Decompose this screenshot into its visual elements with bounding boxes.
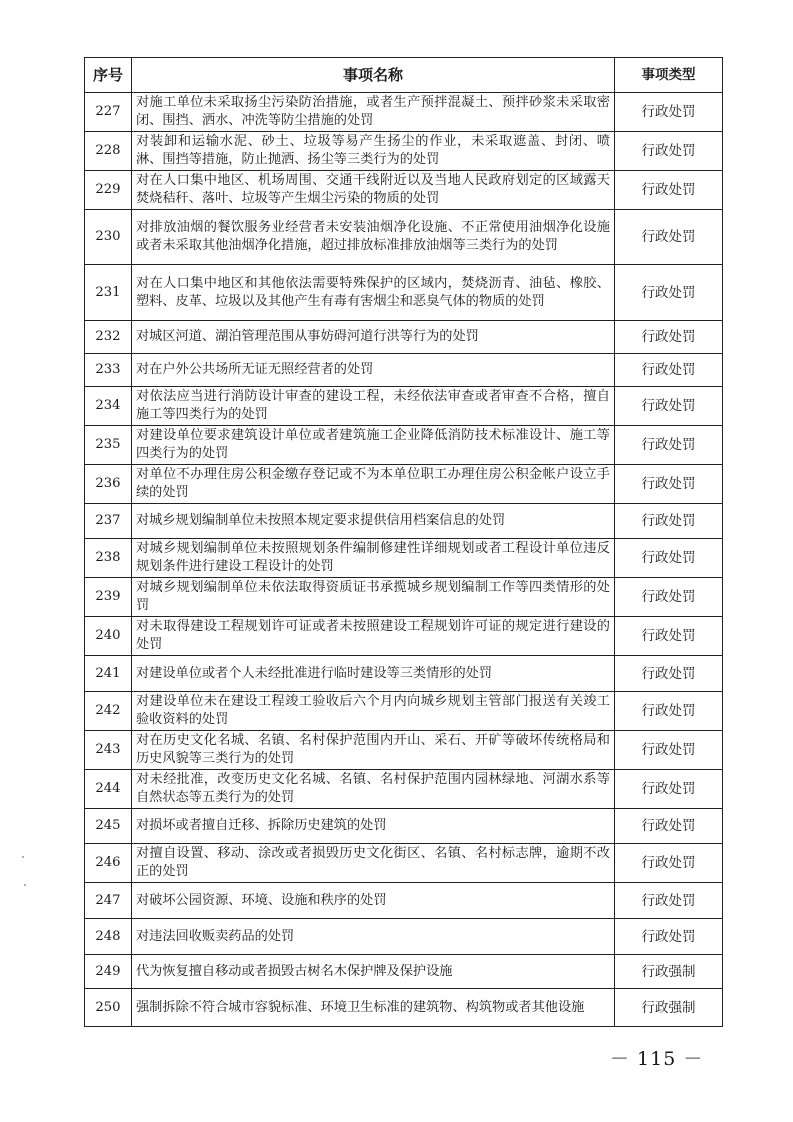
table-row	[85, 265, 723, 321]
row-number: 247	[85, 883, 132, 919]
row-item-type: 行政处罚	[615, 93, 723, 132]
table-row	[85, 504, 723, 539]
table-row	[85, 919, 723, 955]
row-number: 250	[85, 989, 132, 1027]
row-item-type: 行政处罚	[615, 132, 723, 171]
row-number: 245	[85, 809, 132, 844]
row-number: 230	[85, 210, 132, 265]
row-item-type: 行政处罚	[615, 387, 723, 426]
table-row	[85, 989, 723, 1027]
table-row	[85, 465, 723, 504]
table-row	[85, 387, 723, 426]
table-row	[85, 731, 723, 770]
table-row	[85, 955, 723, 989]
table-row	[85, 426, 723, 465]
table-row	[85, 132, 723, 171]
table-row	[85, 883, 723, 919]
table-row	[85, 321, 723, 354]
header-type: 事项类型	[615, 58, 723, 93]
row-item-name: 强制拆除不符合城市容貌标准、环境卫生标准的建筑物、构筑物或者其他设施	[132, 989, 615, 1027]
row-item-type: 行政处罚	[615, 265, 723, 321]
row-number: 232	[85, 321, 132, 354]
table-row	[85, 692, 723, 731]
header-no: 序号	[85, 58, 132, 93]
table-row	[85, 171, 723, 210]
row-number: 240	[85, 617, 132, 656]
row-item-name: 对在人口集中地区、机场周围、交通干线附近以及当地人民政府划定的区域露天焚烧秸秆、落叶、垃圾等产生烟尘污染的物质的处罚	[132, 171, 615, 210]
row-item-name: 对城乡规划编制单位未依法取得资质证书承揽城乡规划编制工作等四类情形的处罚	[132, 578, 615, 617]
table-body	[85, 93, 723, 1027]
row-item-name: 对破坏公园资源、环境、设施和秩序的处罚	[132, 883, 615, 919]
row-item-name: 对城乡规划编制单位未按照规划条件编制修建性详细规划或者工程设计单位违反规划条件进行建设工程设计的处罚	[132, 539, 615, 578]
row-number: 231	[85, 265, 132, 321]
row-item-type: 行政强制	[615, 989, 723, 1027]
row-item-name: 对单位不办理住房公积金缴存登记或不为本单位职工办理住房公积金帐户设立手续的处罚	[132, 465, 615, 504]
row-item-type: 行政处罚	[615, 321, 723, 354]
row-item-type: 行政处罚	[615, 844, 723, 883]
row-item-type: 行政处罚	[615, 692, 723, 731]
row-item-type: 行政处罚	[615, 426, 723, 465]
row-number: 238	[85, 539, 132, 578]
header-name: 事项名称	[132, 58, 615, 93]
row-item-name: 对建设单位要求建筑设计单位或者建筑施工企业降低消防技术标准设计、施工等四类行为的处罚	[132, 426, 615, 465]
row-number: 241	[85, 656, 132, 692]
row-number: 234	[85, 387, 132, 426]
row-number: 228	[85, 132, 132, 171]
row-item-name: 对违法回收贩卖药品的处罚	[132, 919, 615, 955]
row-item-type: 行政处罚	[615, 731, 723, 770]
table-row	[85, 809, 723, 844]
row-item-type: 行政处罚	[615, 539, 723, 578]
row-item-type: 行政处罚	[615, 883, 723, 919]
row-number: 236	[85, 465, 132, 504]
row-number: 242	[85, 692, 132, 731]
row-number: 249	[85, 955, 132, 989]
table-row	[85, 656, 723, 692]
row-number: 246	[85, 844, 132, 883]
table-row	[85, 578, 723, 617]
row-number: 243	[85, 731, 132, 770]
row-item-type: 行政处罚	[615, 171, 723, 210]
row-item-type: 行政处罚	[615, 578, 723, 617]
row-number: 233	[85, 354, 132, 387]
row-item-name: 对在人口集中地区和其他依法需要特殊保护的区域内，焚烧沥青、油毡、橡胶、塑料、皮革、垃圾以及其他产生有毒有害烟尘和恶臭气体的物质的处罚	[132, 265, 615, 321]
row-item-name: 对建设单位或者个人未经批准进行临时建设等三类情形的处罚	[132, 656, 615, 692]
row-item-type: 行政处罚	[615, 770, 723, 809]
table-row	[85, 354, 723, 387]
row-item-type: 行政处罚	[615, 809, 723, 844]
row-item-name: 对城区河道、湖泊管理范围从事妨碍河道行洪等行为的处罚	[132, 321, 615, 354]
row-item-name: 对装卸和运输水泥、砂土、垃圾等易产生扬尘的作业，未采取遮盖、封闭、喷淋、围挡等措施，防止抛洒、扬尘等三类行为的处罚	[132, 132, 615, 171]
page-number: － 115 －	[610, 1048, 704, 1070]
row-item-name: 对依法应当进行消防设计审查的建设工程，未经依法审查或者审查不合格，擅自施工等四类行为的处罚	[132, 387, 615, 426]
row-number: 239	[85, 578, 132, 617]
table-row	[85, 617, 723, 656]
row-number: 248	[85, 919, 132, 955]
row-number: 237	[85, 504, 132, 539]
scan-speck	[22, 856, 24, 858]
row-item-type: 行政处罚	[615, 210, 723, 265]
row-number: 244	[85, 770, 132, 809]
row-item-type: 行政处罚	[615, 617, 723, 656]
row-number: 227	[85, 93, 132, 132]
row-item-name: 对未经批准，改变历史文化名城、名镇、名村保护范围内园林绿地、河湖水系等自然状态等五类行为的处罚	[132, 770, 615, 809]
row-item-type: 行政处罚	[615, 354, 723, 387]
row-item-type: 行政处罚	[615, 504, 723, 539]
row-item-name: 代为恢复擅自移动或者损毁古树名木保护牌及保护设施	[132, 955, 615, 989]
row-item-name: 对在户外公共场所无证无照经营者的处罚	[132, 354, 615, 387]
scan-speck	[24, 884, 26, 886]
row-item-name: 对排放油烟的餐饮服务业经营者未安装油烟净化设施、不正常使用油烟净化设施或者未采取其他油烟净化措施，超过排放标准排放油烟等三类行为的处罚	[132, 210, 615, 265]
row-item-type: 行政处罚	[615, 656, 723, 692]
row-item-name: 对未取得建设工程规划许可证或者未按照建设工程规划许可证的规定进行建设的处罚	[132, 617, 615, 656]
row-item-type: 行政处罚	[615, 465, 723, 504]
table-row	[85, 539, 723, 578]
items-table	[84, 57, 723, 1027]
row-item-type: 行政强制	[615, 955, 723, 989]
row-item-name: 对建设单位未在建设工程竣工验收后六个月内向城乡规划主管部门报送有关竣工验收资料的处罚	[132, 692, 615, 731]
table-row	[85, 93, 723, 132]
row-item-name: 对在历史文化名城、名镇、名村保护范围内开山、采石、开矿等破坏传统格局和历史风貌等三类行为的处罚	[132, 731, 615, 770]
table-row	[85, 210, 723, 265]
table-row	[85, 770, 723, 809]
row-item-name: 对施工单位未采取扬尘污染防治措施，或者生产预拌混凝土、预拌砂浆未采取密闭、围挡、洒水、冲洗等防尘措施的处罚	[132, 93, 615, 132]
table-row	[85, 844, 723, 883]
row-number: 235	[85, 426, 132, 465]
row-number: 229	[85, 171, 132, 210]
row-item-type: 行政处罚	[615, 919, 723, 955]
row-item-name: 对擅自设置、移动、涂改或者损毁历史文化街区、名镇、名村标志牌，逾期不改正的处罚	[132, 844, 615, 883]
row-item-name: 对损坏或者擅自迁移、拆除历史建筑的处罚	[132, 809, 615, 844]
table-header-row	[85, 58, 723, 93]
row-item-name: 对城乡规划编制单位未按照本规定要求提供信用档案信息的处罚	[132, 504, 615, 539]
